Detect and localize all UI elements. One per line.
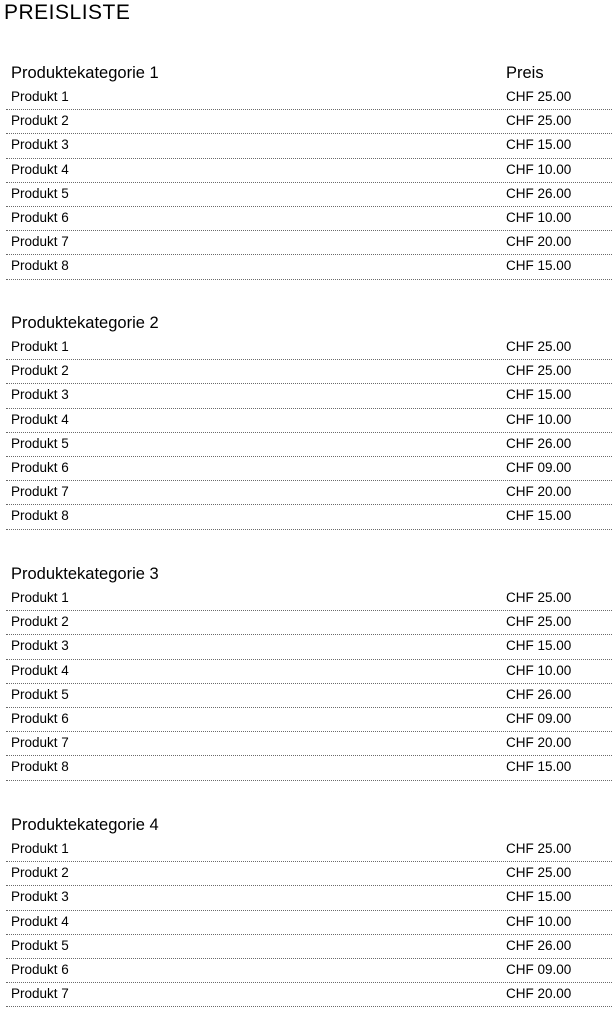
product-price: CHF 09.00 xyxy=(506,710,572,726)
product-price: CHF 25.00 xyxy=(506,339,572,354)
category-section xyxy=(6,561,612,781)
product-name: Produkt 4 xyxy=(11,662,69,678)
product-name: Produkt 5 xyxy=(11,937,69,953)
price-row xyxy=(6,134,612,158)
product-name: Produkt 1 xyxy=(11,339,69,354)
product-price: CHF 25.00 xyxy=(506,614,572,630)
price-row xyxy=(6,959,612,983)
price-row xyxy=(6,756,612,780)
page-title: PREISLISTE xyxy=(4,1,131,24)
product-name: Produkt 8 xyxy=(11,508,69,524)
product-name: Produkt 6 xyxy=(11,209,69,225)
product-name: Produkt 2 xyxy=(11,614,69,630)
product-price: CHF 20.00 xyxy=(506,484,572,500)
product-price: CHF 20.00 xyxy=(506,986,572,1002)
product-price: CHF 10.00 xyxy=(506,161,572,177)
category-title: Produktekategorie 4 xyxy=(11,816,159,834)
product-price: CHF 15.00 xyxy=(506,638,572,654)
product-price: CHF 10.00 xyxy=(506,913,572,929)
price-row xyxy=(6,409,612,433)
product-price: CHF 15.00 xyxy=(506,759,572,775)
product-price: CHF 26.00 xyxy=(506,435,572,451)
product-name: Produkt 2 xyxy=(11,865,69,881)
category-header xyxy=(6,561,612,587)
price-row xyxy=(6,207,612,231)
price-row xyxy=(6,838,612,862)
product-name: Produkt 1 xyxy=(11,590,69,605)
price-row xyxy=(6,886,612,910)
category-section xyxy=(6,310,612,530)
price-row xyxy=(6,732,612,756)
product-price: CHF 09.00 xyxy=(506,459,572,475)
product-price: CHF 25.00 xyxy=(506,363,572,379)
category-title: Produktekategorie 1 xyxy=(11,64,159,82)
category-title: Produktekategorie 2 xyxy=(11,314,159,332)
product-price: CHF 10.00 xyxy=(506,411,572,427)
product-name: Produkt 1 xyxy=(11,89,69,104)
product-price: CHF 26.00 xyxy=(506,686,572,702)
category-header xyxy=(6,812,612,838)
price-row xyxy=(6,231,612,255)
product-name: Produkt 4 xyxy=(11,411,69,427)
product-price: CHF 25.00 xyxy=(506,113,572,129)
price-row xyxy=(6,360,612,384)
price-row xyxy=(6,110,612,134)
category-title: Produktekategorie 3 xyxy=(11,565,159,583)
product-name: Produkt 7 xyxy=(11,735,69,751)
product-name: Produkt 3 xyxy=(11,638,69,654)
product-name: Produkt 3 xyxy=(11,137,69,153)
price-row xyxy=(6,611,612,635)
product-name: Produkt 6 xyxy=(11,710,69,726)
price-row xyxy=(6,336,612,360)
product-price: CHF 26.00 xyxy=(506,937,572,953)
product-price: CHF 15.00 xyxy=(506,137,572,153)
price-row xyxy=(6,911,612,935)
price-row xyxy=(6,505,612,529)
product-name: Produkt 4 xyxy=(11,913,69,929)
product-name: Produkt 8 xyxy=(11,258,69,274)
product-price: CHF 09.00 xyxy=(506,961,572,977)
product-price: CHF 10.00 xyxy=(506,662,572,678)
product-price: CHF 10.00 xyxy=(506,209,572,225)
price-row xyxy=(6,935,612,959)
price-row xyxy=(6,159,612,183)
price-row xyxy=(6,255,612,279)
product-price: CHF 25.00 xyxy=(506,865,572,881)
product-name: Produkt 7 xyxy=(11,484,69,500)
product-price: CHF 25.00 xyxy=(506,89,572,104)
price-row xyxy=(6,684,612,708)
price-row xyxy=(6,384,612,408)
product-price: CHF 15.00 xyxy=(506,387,572,403)
product-name: Produkt 7 xyxy=(11,986,69,1002)
category-section xyxy=(6,812,612,1007)
product-name: Produkt 5 xyxy=(11,686,69,702)
product-name: Produkt 5 xyxy=(11,435,69,451)
price-row xyxy=(6,708,612,732)
product-name: Produkt 6 xyxy=(11,459,69,475)
product-name: Produkt 7 xyxy=(11,234,69,250)
category-section xyxy=(6,60,612,280)
product-name: Produkt 8 xyxy=(11,759,69,775)
product-price: CHF 25.00 xyxy=(506,590,572,605)
category-header xyxy=(6,310,612,336)
product-name: Produkt 2 xyxy=(11,113,69,129)
price-row xyxy=(6,862,612,886)
price-column-header: Preis xyxy=(506,64,544,82)
product-name: Produkt 6 xyxy=(11,961,69,977)
product-name: Produkt 3 xyxy=(11,889,69,905)
category-header xyxy=(6,60,612,86)
product-name: Produkt 3 xyxy=(11,387,69,403)
product-name: Produkt 4 xyxy=(11,161,69,177)
product-name: Produkt 2 xyxy=(11,363,69,379)
price-row xyxy=(6,183,612,207)
product-price: CHF 20.00 xyxy=(506,234,572,250)
product-name: Produkt 5 xyxy=(11,185,69,201)
price-row xyxy=(6,587,612,611)
product-name: Produkt 1 xyxy=(11,841,69,856)
price-row xyxy=(6,433,612,457)
price-row xyxy=(6,635,612,659)
product-price: CHF 25.00 xyxy=(506,841,572,856)
price-row xyxy=(6,481,612,505)
product-price: CHF 15.00 xyxy=(506,889,572,905)
product-price: CHF 15.00 xyxy=(506,508,572,524)
price-row xyxy=(6,660,612,684)
price-row xyxy=(6,457,612,481)
price-row xyxy=(6,983,612,1007)
product-price: CHF 20.00 xyxy=(506,735,572,751)
product-price: CHF 26.00 xyxy=(506,185,572,201)
product-price: CHF 15.00 xyxy=(506,258,572,274)
price-row xyxy=(6,86,612,110)
